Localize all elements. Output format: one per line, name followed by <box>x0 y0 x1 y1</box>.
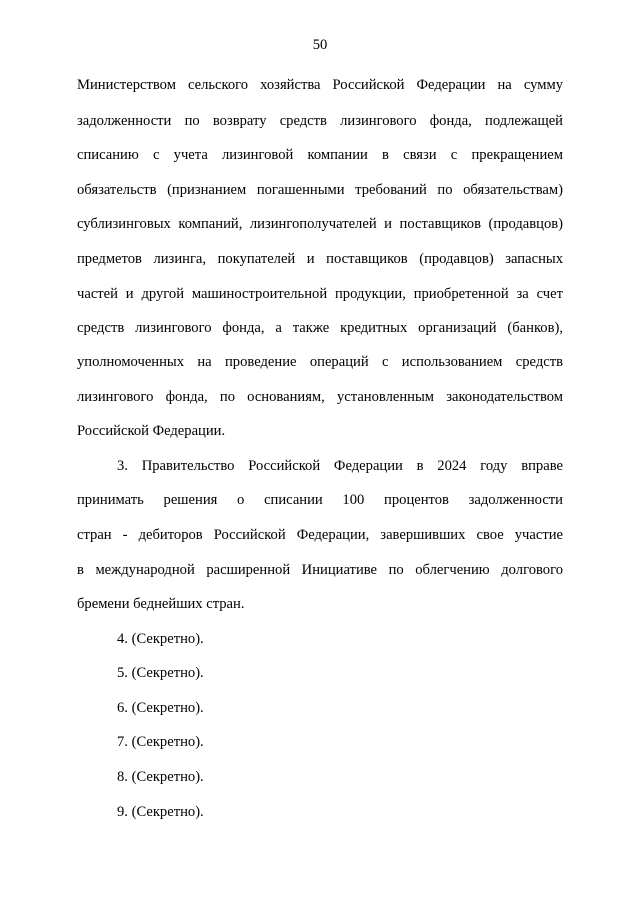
text-line: Российской Федерации. <box>77 423 226 439</box>
list-item: 4. (Секретно). <box>117 631 204 647</box>
list-item: 5. (Секретно). <box>117 665 204 681</box>
text-line: принимать решения о списании 100 процентов задолженности <box>77 492 563 508</box>
list-item: 9. (Секретно). <box>117 804 204 820</box>
text-line: уполномоченных на проведение операций с использованием средств <box>77 354 563 370</box>
list-item: 8. (Секретно). <box>117 769 204 785</box>
text-line: предметов лизинга, покупателей и поставщиков (продавцов) запасных <box>77 251 563 267</box>
text-line: средств лизингового фонда, а также кредитных организаций (банков), <box>77 320 563 336</box>
text-line: в международной расширенной Инициативе по облегчению долгового <box>77 562 563 578</box>
text-line: Министерством сельского хозяйства Российской Федерации на сумму <box>77 77 563 93</box>
text-line: бремени беднейших стран. <box>77 596 245 612</box>
text-line: списанию с учета лизинговой компании в связи с прекращением <box>77 147 563 163</box>
list-item: 6. (Секретно). <box>117 700 204 716</box>
text-line: обязательств (признанием погашенными требований по обязательствам) <box>77 182 563 198</box>
text-line: сублизинговых компаний, лизингополучателей и поставщиков (продавцов) <box>77 216 563 232</box>
text-line: задолженности по возврату средств лизингового фонда, подлежащей <box>77 113 563 129</box>
text-line: 3. Правительство Российской Федерации в 2024 году вправе <box>117 458 563 474</box>
text-line: лизингового фонда, по основаниям, установленным законодательством <box>77 389 563 405</box>
text-line: стран - дебиторов Российской Федерации, завершивших свое участие <box>77 527 563 543</box>
list-item: 7. (Секретно). <box>117 734 204 750</box>
text-line: частей и другой машиностроительной продукции, приобретенной за счет <box>77 286 563 302</box>
page-number: 50 <box>312 37 328 53</box>
